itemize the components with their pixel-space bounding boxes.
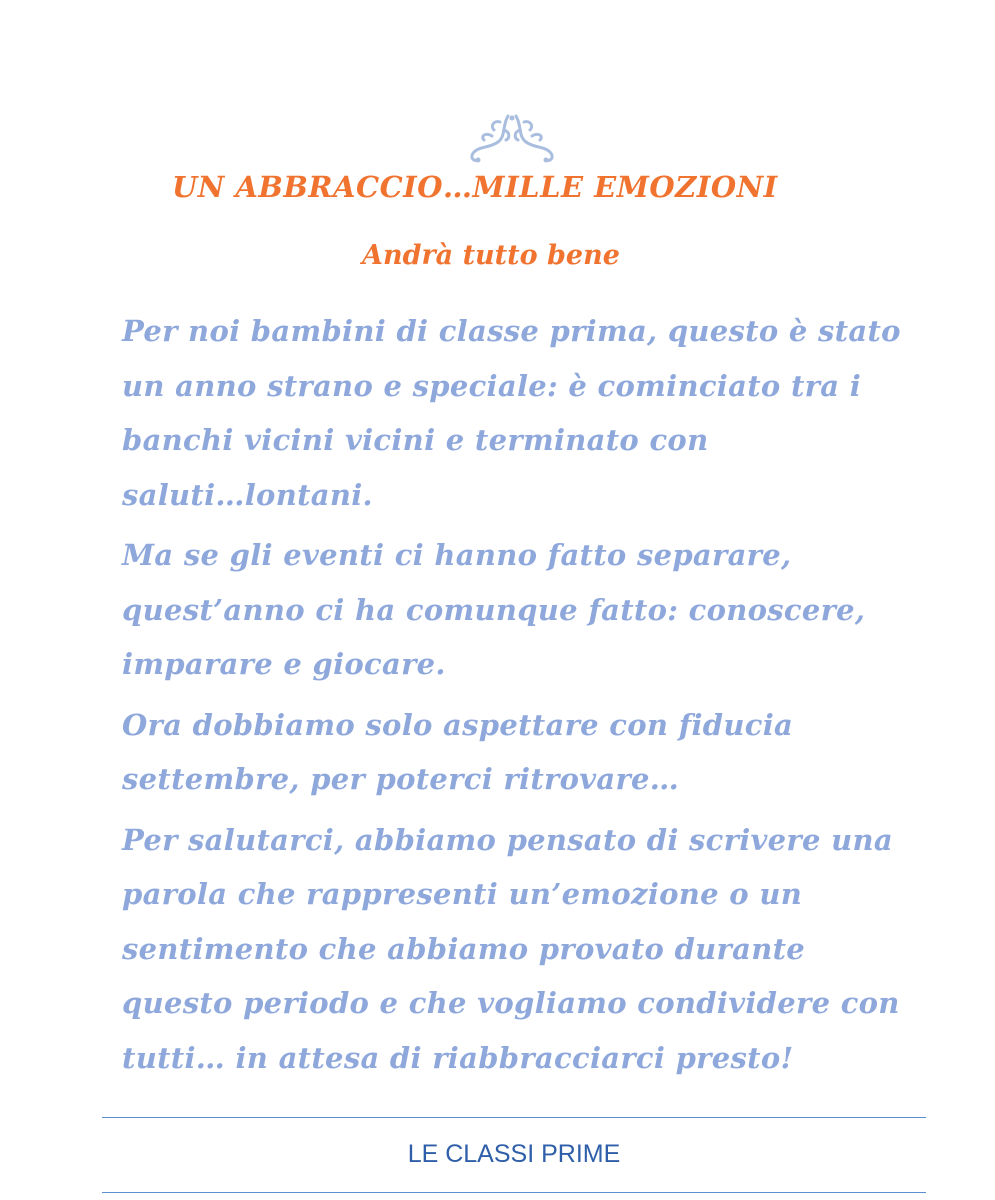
paragraph-line: saluti…lontani. [122, 477, 373, 512]
paragraph-line: Ora dobbiamo solo aspettare con fiducia [122, 707, 794, 742]
paragraph-1 [122, 304, 942, 522]
footer-top-rule [102, 1117, 926, 1118]
paragraph-line: un anno strano e speciale: è cominciato tra i [122, 368, 862, 403]
footer-bottom-rule [102, 1192, 926, 1193]
paragraph-line: settembre, per poterci ritrovare… [122, 762, 680, 796]
paragraph-line: parola che rappresenti un’emozione o un [122, 877, 803, 911]
paragraph-line: Per noi bambini di classe prima, questo è stato [122, 314, 901, 348]
paragraph-line: questo periodo e che vogliamo condividere con [122, 986, 900, 1020]
footer-signature: LE CLASSI PRIME [407, 1140, 621, 1168]
paragraph-line: quest’anno ci ha comunque fatto: conoscere, [122, 592, 866, 627]
paragraph-line: tutti… in attesa di riabbracciarci presto! [122, 1040, 794, 1075]
paragraph-2 [122, 528, 942, 692]
paragraph-line: Ma se gli eventi ci hanno fatto separare, [122, 538, 792, 572]
document-body [122, 304, 942, 1091]
paragraph-line: Per salutarci, abbiamo pensato di scrivere una [122, 822, 893, 857]
floral-flourish-icon [462, 112, 562, 164]
paragraph-line: sentimento che abbiamo provato durante [122, 931, 806, 966]
paragraph-line: banchi vicini vicini e terminato con [122, 423, 709, 457]
paragraph-line: imparare e giocare. [122, 647, 446, 681]
document-title: UN ABBRACCIO…MILLE EMOZIONI [172, 170, 778, 204]
paragraph-3 [122, 698, 942, 807]
paragraph-4 [122, 813, 942, 1086]
document-subtitle: Andrà tutto bene [362, 240, 620, 271]
